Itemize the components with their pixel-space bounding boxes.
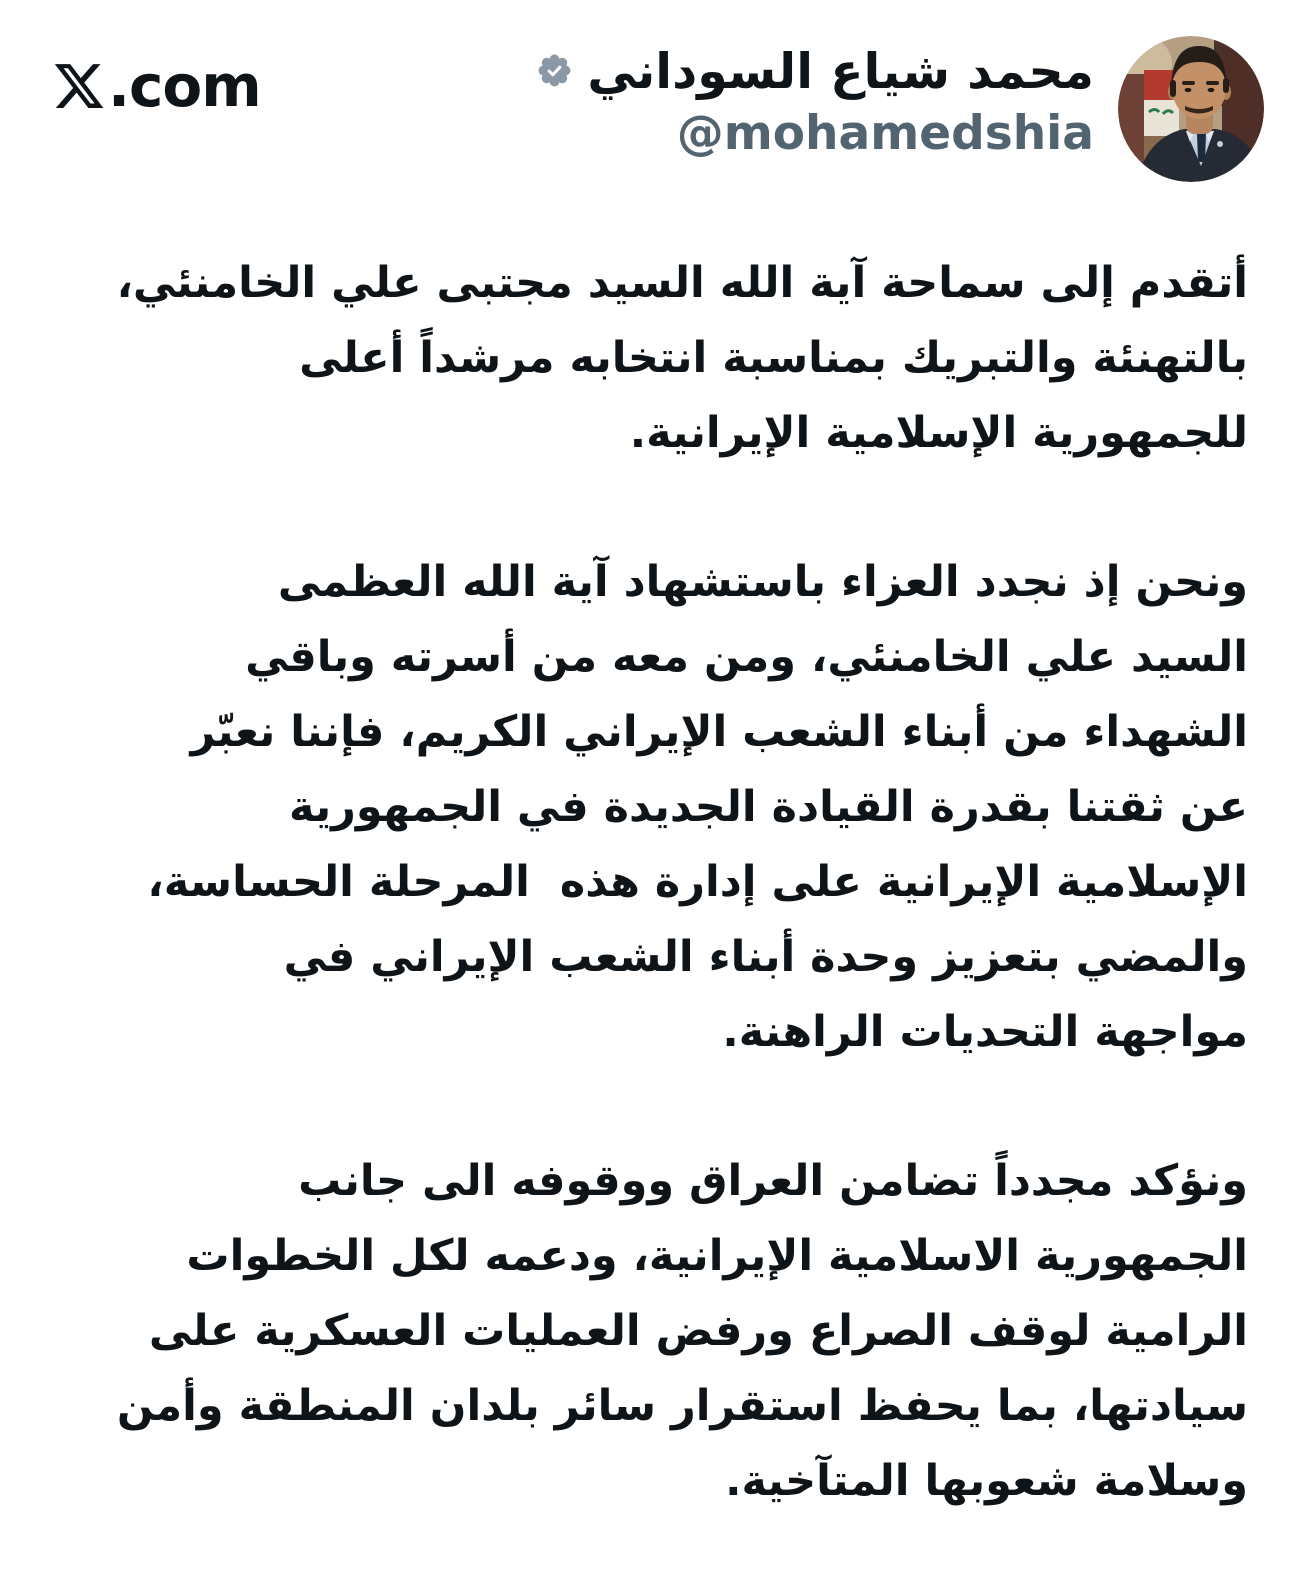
post-line: السيد علي الخامنئي، ومن معه من أسرته وباقي: [245, 632, 1248, 682]
post-line: الإسلامية الإيرانية على إدارة هذه المرحلة الحساسة،: [147, 857, 1248, 907]
post-line: أتقدم إلى سماحة آية الله السيد مجتبى علي الخامنئي،: [116, 258, 1248, 308]
post-line: للجمهورية الإسلامية الإيرانية.: [629, 408, 1248, 458]
verified-badge-icon: [538, 54, 571, 91]
avatar[interactable]: [1118, 36, 1264, 182]
brand: [52, 52, 261, 120]
post-line: بالتهنئة والتبريك بمناسبة انتخابه مرشداً أعلى: [299, 333, 1248, 383]
post-line: الرامية لوقف الصراع ورفض العمليات العسكرية على: [148, 1306, 1248, 1356]
post-paragraph-1: [40, 246, 1248, 471]
user-block: [538, 36, 1264, 182]
user-text: [538, 44, 1094, 160]
post-body: [0, 246, 1290, 1519]
post-line: ونؤكد مجدداً تضامن العراق ووقوفه الى جانب: [298, 1156, 1248, 1206]
post-line: الشهداء من أبناء الشعب الإيراني الكريم، فإننا نعبّر: [190, 707, 1248, 757]
post-line: وسلامة شعوبها المتآخية.: [725, 1456, 1248, 1506]
post-paragraph-3: [40, 1144, 1248, 1519]
user-handle[interactable]: @mohamedshia: [676, 106, 1094, 162]
brand-suffix: .com: [108, 52, 261, 120]
post-line: عن ثقتنا بقدرة القيادة الجديدة في الجمهورية: [288, 782, 1248, 832]
display-name[interactable]: محمد شياع السوداني: [587, 43, 1094, 100]
x-logo-icon: [52, 59, 108, 113]
post-line: الجمهورية الاسلامية الإيرانية، ودعمه لكل الخطوات: [186, 1231, 1248, 1281]
header: [0, 0, 1290, 182]
post-paragraph-2: [40, 545, 1248, 1070]
name-row: [538, 44, 1094, 100]
post-line: سيادتها، بما يحفظ استقرار سائر بلدان المنطقة وأمن: [116, 1381, 1248, 1431]
post-line: مواجهة التحديات الراهنة.: [722, 1007, 1248, 1057]
post-line: والمضي بتعزيز وحدة أبناء الشعب الإيراني في: [283, 932, 1248, 982]
post-line: ونحن إذ نجدد العزاء باستشهاد آية الله العظمى: [277, 557, 1248, 607]
